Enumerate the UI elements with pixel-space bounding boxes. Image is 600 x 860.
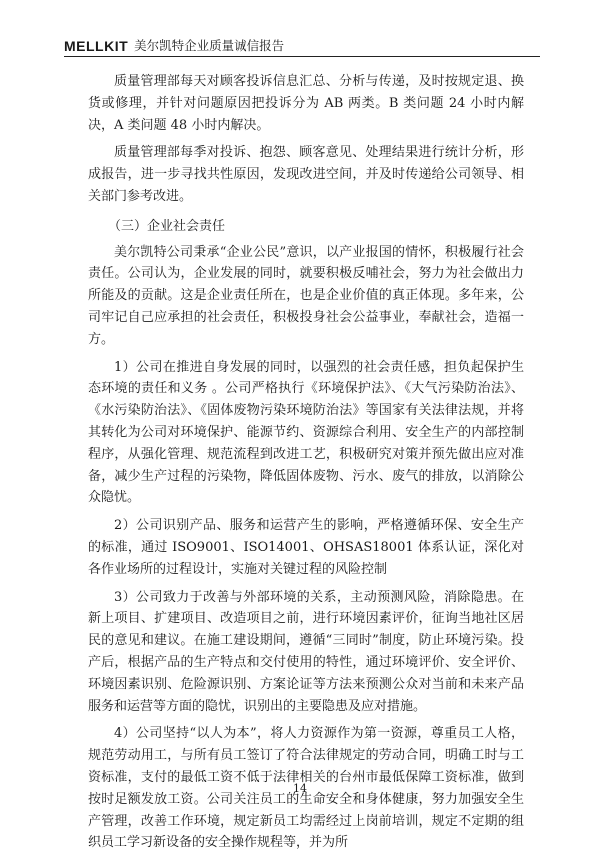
paragraph-complaint-handling: 质量管理部每天对顾客投诉信息汇总、分析与传递，及时按规定退、换货或修理，并针对问题原因把投诉分为 AB 两类。B 类问题 24 小时内解决，A 类问题 48 小时内解决。 [88,74,524,133]
paragraph-item-4: 4）公司坚持“以人为本”，将人力资源作为第一资源，尊重员工人格，规范劳动用工，与所有员工签订了符合法律规定的劳动合同，明确工时与工资标准，支付的最低工资不低于法律相关的台州市最低保障工资标准，做到按时足额发放工资。公司关注员工的生命安全和身体健康，努力加强安全生产管理，改善工作环境，规定新员工均需经过上岗前培训，规定不定期的组织员工学习新设备的安全操作规程等，并为所 [88,726,524,851]
section-heading: （三）企业社会责任 [108,218,226,234]
page-number: 14 [293,782,307,795]
page-header [64,34,540,57]
header-brand: MELLKIT [64,38,129,54]
paragraph-social-responsibility-intro: 美尔凯特公司秉承“企业公民”意识，以产业报国的情怀，积极履行社会责任。公司认为，企业发展的同时，就要积极反哺社会，努力为社会做出力所能及的贡献。这是企业责任所在，也是企业价值的真正体现。多年来，公司牢记自己应承担的社会责任，积极投身社会公益事业，奉献社会，造福一方。 [88,244,524,347]
paragraph-complaint-analysis: 质量管理部每季对投诉、抱怨、顾客意见、处理结果进行统计分析，形成报告，进一步寻找共性原因，发现改进空间，并及时传递给公司领导、相关部门参考改进。 [88,145,524,204]
document-body [88,71,524,860]
paragraph-item-1: 1）公司在推进自身发展的同时，以强烈的社会责任感，担负起保护生态环境的责任和义务 。公司严格执行《环境保护法》、《大气污染防治法》、《水污染防治法》、《固体废物污染环境防治法》等国家有关法律法规，并将其转化为公司对环境保护、能源节约、资源综合利用、安全生产的内部控制程序，从强化管理、规范流程到改进工艺，积极研究对策并预先做出应对准备，减少生产过程的污染物，降低固体废物、污水、废气的排放，以消除公众隐忧。 [88,359,524,506]
header-subtitle: 美尔凯特企业质量诚信报告 [134,38,285,53]
paragraph-item-3: 3）公司致力于改善与外部环境的关系，主动预测风险，消除隐患。在新上项目、扩建项目、改造项目之前，进行环境因素评价，征询当地社区居民的意见和建议。在施工建设期间，遵循“三同时”制度，防止环境污染。投产后，根据产品的生产特点和交付使用的特性，通过环境评价、安全评价、环境因素识别、危险源识别、方案论证等方法来预测公众对当前和未来产品服务和运营等方面的隐忧，识别出的主要隐患及应对措施。 [88,589,524,714]
paragraph-item-2: 2）公司识别产品、服务和运营产生的影响，严格遵循环保、安全生产的标准，通过 ISO9001、ISO14001、OHSAS18001 体系认证，深化对各作业场所的过程设计，实施对关键过程的风险控制 [88,518,524,577]
